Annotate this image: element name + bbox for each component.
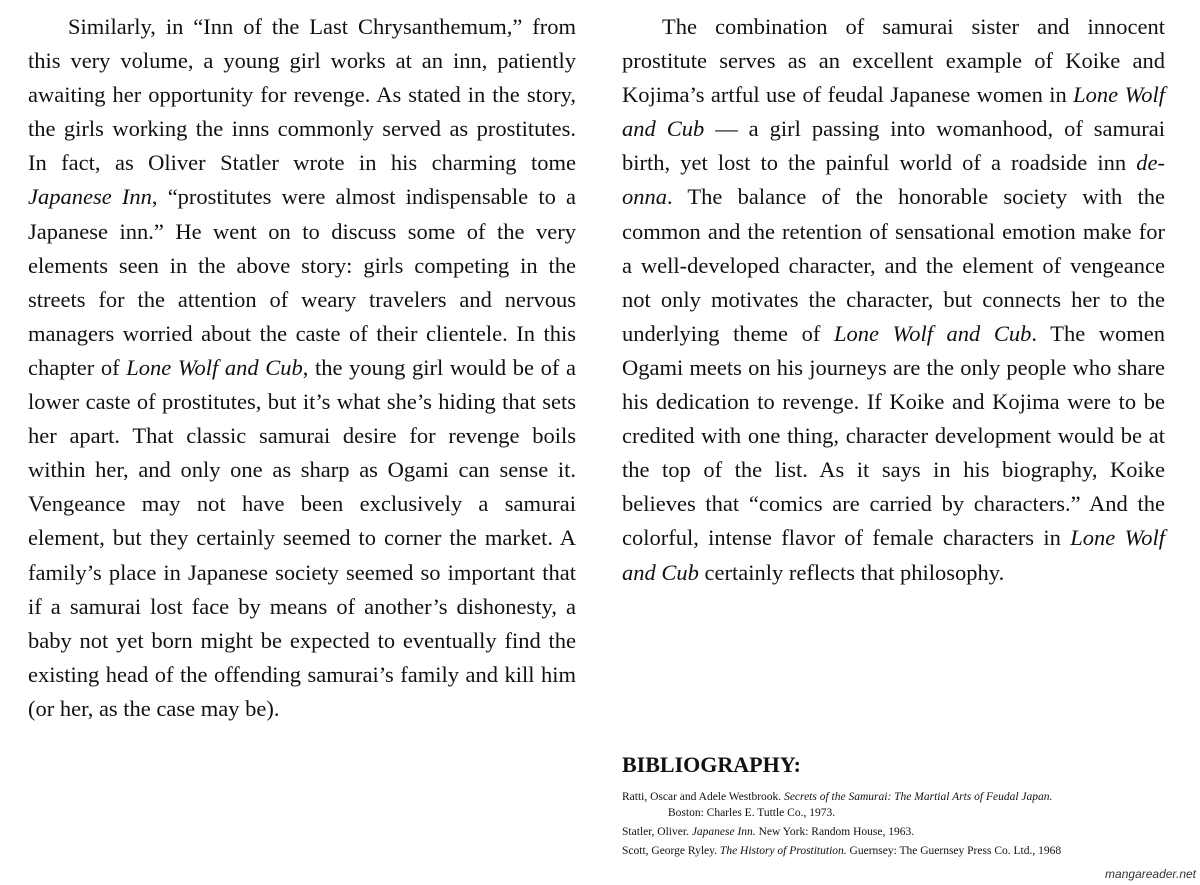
bibliography-heading: BIBLIOGRAPHY: [622, 752, 801, 777]
right-paragraph: The combination of samurai sister and innocent prostitute serves as an excellent example of Koike and Kojima’s artful use of feudal Japanese women in Lone Wolf and Cub — a girl passing into womanhood, of samurai birth, yet lost to the painful world of a roadside inn de-onna. The balance of the honorable society with the common and the retention of sensational emotion make for a well-developed character, and the element of vengeance not only motivates the character, but connects her to the underlying theme of Lone Wolf and Cub. The women Ogami meets on his journeys are the only people who share his dedication to revenge. If Koike and Kojima were to be credited with one thing, character development would be at the top of the list. As it says in his biography, Koike believes that “comics are carried by characters.” And the colorful, intense flavor of female characters in Lone Wolf and Cub certainly reflects that philosophy. [622, 14, 1166, 585]
term: de-onna [622, 150, 1165, 210]
book-title: Lone Wolf and Cub [833, 320, 1032, 346]
essay-left-column [28, 10, 576, 726]
essay-right-column [622, 10, 1165, 590]
watermark: mangareader.net [1105, 867, 1196, 881]
book-title: Lone Wolf and Cub [622, 82, 1165, 142]
bibliography-entry: Scott, George Ryley. The History of Prostitution. Guernsey: The Guernsey Press Co. Ltd., 1968 [622, 845, 1062, 857]
book-title: Lone Wolf and Cub [126, 354, 303, 380]
bibliography-entry: Statler, Oliver. Japanese Inn. New York: Random House, 1963. [622, 826, 915, 838]
left-paragraph: Similarly, in “Inn of the Last Chrysanthemum,” from this very volume, a young girl works at an inn, patiently awaiting her opportunity for revenge. As stated in the story, the girls working the inns commonly served as prostitutes. In fact, as Oliver Statler wrote in his charming tome Japanese Inn, “prostitutes were almost indispensable to a Japanese inn.” He went on to discuss some of the very elements seen in the above story: girls competing in the streets for the attention of weary travelers and nervous managers worried about the caste of their clientele. In this chapter of Lone Wolf and Cub, the young girl would be of a lower caste of prostitutes, but it’s what she’s hiding that sets her apart. That classic samurai desire for revenge boils within her, and only one as sharp as Ogami can sense it. Vengeance may not have been exclusively a samurai element, but they certainly seemed to corner the market. A family’s place in Japanese society seemed so important that if a samurai lost face by means of another’s dishonesty, a baby not yet born might be expected to eventually find the existing head of the offending samurai’s family and kill him (or her, as the case may be). [28, 14, 576, 721]
bibliography-entry: Ratti, Oscar and Adele Westbrook. Secrets of the Samurai: The Martial Arts of Feudal Japan. Boston: Charles E. Tuttle Co., 1973. [622, 791, 1053, 819]
book-title: Japanese Inn [28, 184, 152, 210]
bibliography [622, 752, 1182, 863]
book-title: Lone Wolf and Cub [622, 525, 1165, 585]
